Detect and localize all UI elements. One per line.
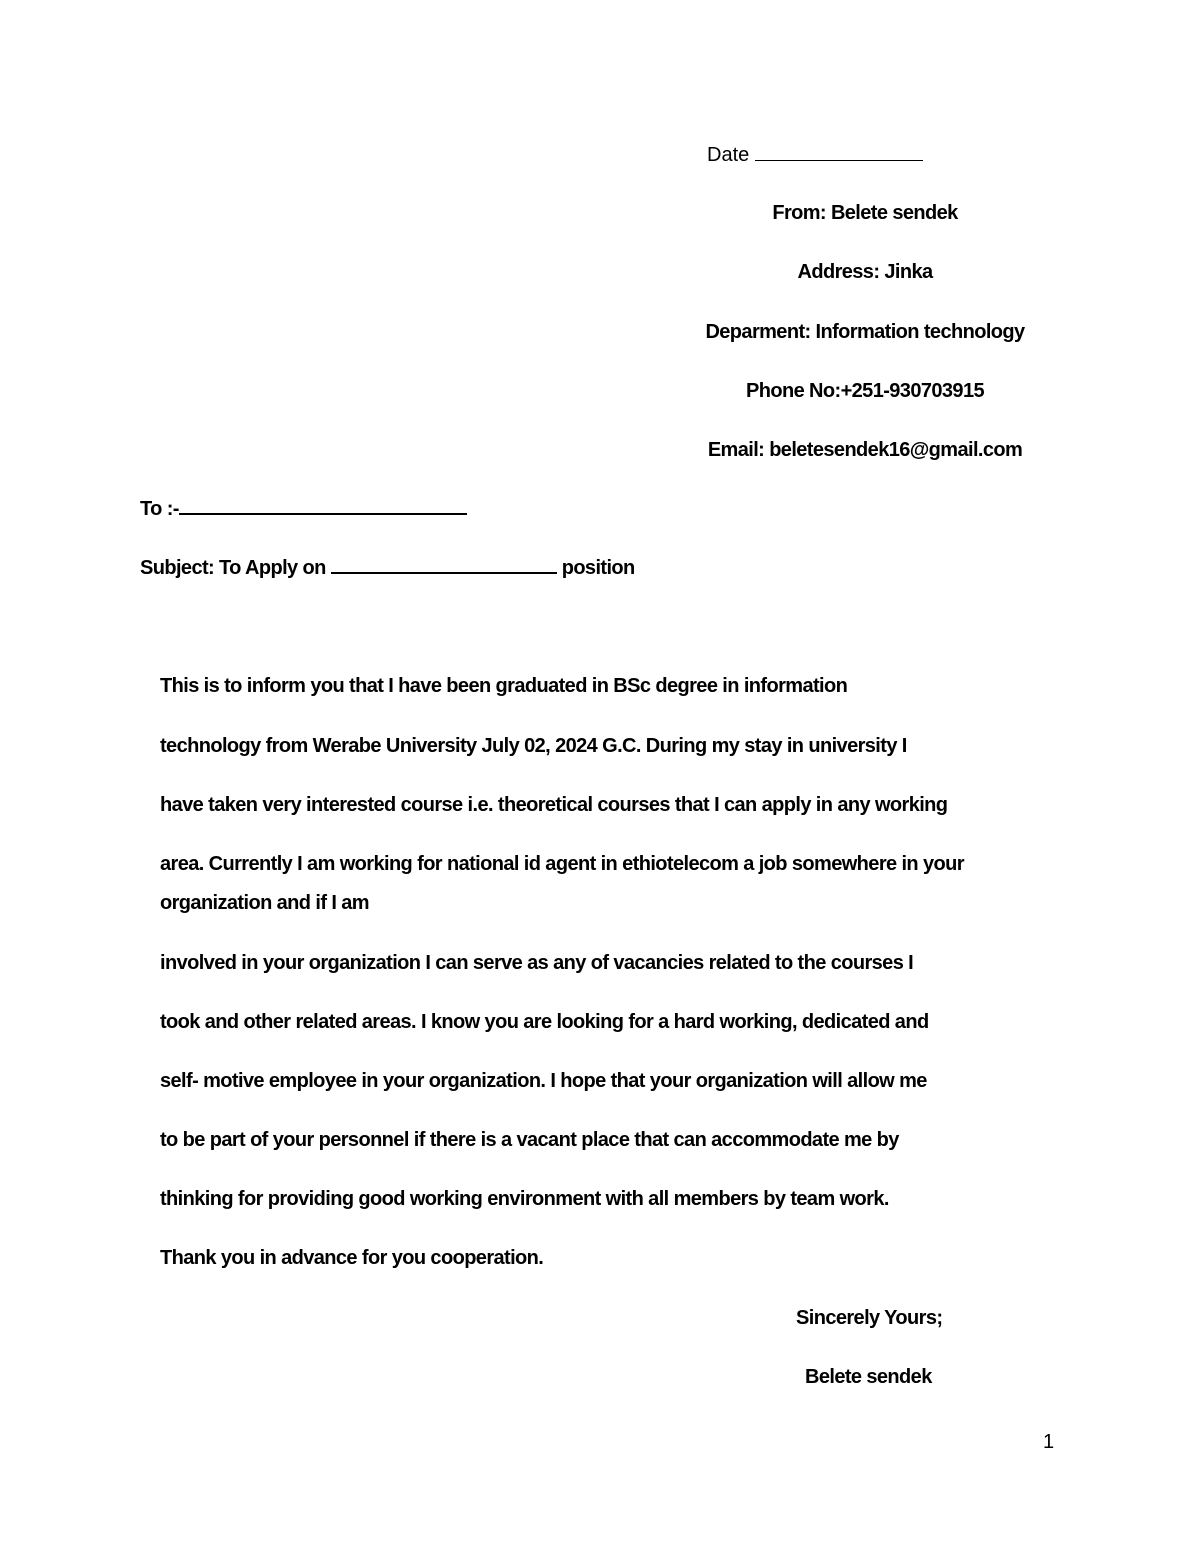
sender-department: Deparment: Information technology	[705, 321, 1025, 343]
recipient-blank	[179, 499, 467, 515]
sender-email: Email: beletesendek16@gmail.com	[707, 439, 1023, 461]
body-line: self- motive employee in your organization. I hope that your organization will allow me	[160, 1070, 927, 1092]
subject-prefix: Subject: To Apply on	[140, 557, 326, 579]
sender-address: Address: Jinka	[797, 261, 933, 283]
body-line: area. Currently I am working for national id agent in ethiotelecom a job somewhere in your	[160, 853, 964, 875]
body-line: Thank you in advance for you cooperation.	[160, 1247, 544, 1269]
subject-suffix: position	[561, 557, 635, 579]
recipient-label: To :-	[140, 498, 179, 520]
body-line: took and other related areas. I know you are looking for a hard working, dedicated and	[160, 1011, 929, 1033]
body-line: have taken very interested course i.e. theoretical courses that I can apply in any working	[160, 794, 948, 816]
body-line: to be part of your personnel if there is a vacant place that can accommodate me by	[160, 1129, 899, 1151]
date-blank	[755, 146, 923, 161]
subject-line	[140, 556, 635, 580]
signature-name: Belete sendek	[805, 1366, 932, 1388]
date-line	[707, 143, 923, 167]
body-line: involved in your organization I can serve as any of vacancies related to the courses I	[160, 952, 914, 974]
position-blank	[331, 558, 557, 574]
body-line: organization and if I am	[160, 892, 369, 914]
closing-salutation: Sincerely Yours;	[796, 1307, 943, 1329]
date-label: Date	[707, 144, 750, 166]
body-line: This is to inform you that I have been graduated in BSc degree in information	[160, 675, 848, 697]
page-number: 1	[1043, 1431, 1055, 1453]
sender-phone: Phone No:+251-930703915	[745, 380, 984, 402]
body-line: technology from Werabe University July 02, 2024 G.C. During my stay in university I	[160, 735, 907, 757]
recipient-line	[140, 497, 467, 521]
body-line: thinking for providing good working environment with all members by team work.	[160, 1188, 889, 1210]
sender-from: From: Belete sendek	[772, 202, 958, 224]
